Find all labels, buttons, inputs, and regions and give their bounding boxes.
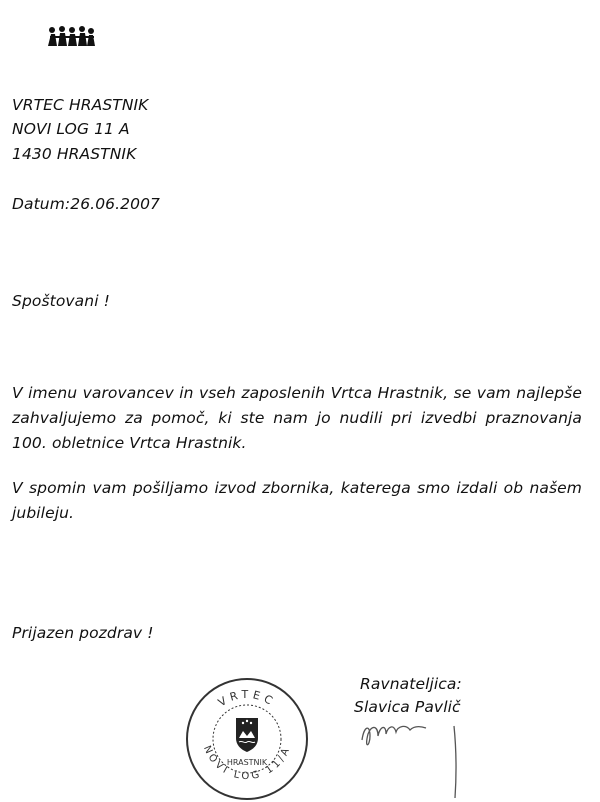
coat-of-arms-icon <box>236 718 258 752</box>
handwritten-signature <box>356 712 466 800</box>
signature-name: Slavica Pavlič <box>354 698 461 716</box>
letterhead-city: 1430 HRASTNIK <box>12 145 137 163</box>
salutation: Spoštovani ! <box>12 292 110 310</box>
stamp-top-text: VRTEC <box>215 687 279 710</box>
signature-title: Ravnateljica: <box>360 675 462 693</box>
body-paragraph-1: V imenu varovancev in vseh zaposlenih Vrtca Hrastnik, se vam najlepše zahvaljujemo za pomoč, ki ste nam jo nudili pri izvedbi praznovanja 100. obletnice Vrtca Hrastnik. <box>12 384 582 452</box>
closing-greeting: Prijazen pozdrav ! <box>12 624 154 642</box>
letter-date: Datum:26.06.2007 <box>12 195 161 213</box>
letterhead-street: NOVI LOG 11 A <box>12 120 130 138</box>
svg-text:VRTEC <box>216 688 278 709</box>
letterhead-name: VRTEC HRASTNIK <box>12 96 149 114</box>
stamp-center-text: HRASTNIK <box>226 758 268 767</box>
body-paragraph-2: V spomin vam pošiljamo izvod zbornika, katerega smo izdali ob našem jubileju. <box>12 479 582 522</box>
stamp-bottom-text: NOVI LOG 11/A <box>200 744 293 783</box>
children-logo-icon <box>46 24 96 48</box>
official-stamp <box>184 676 310 802</box>
